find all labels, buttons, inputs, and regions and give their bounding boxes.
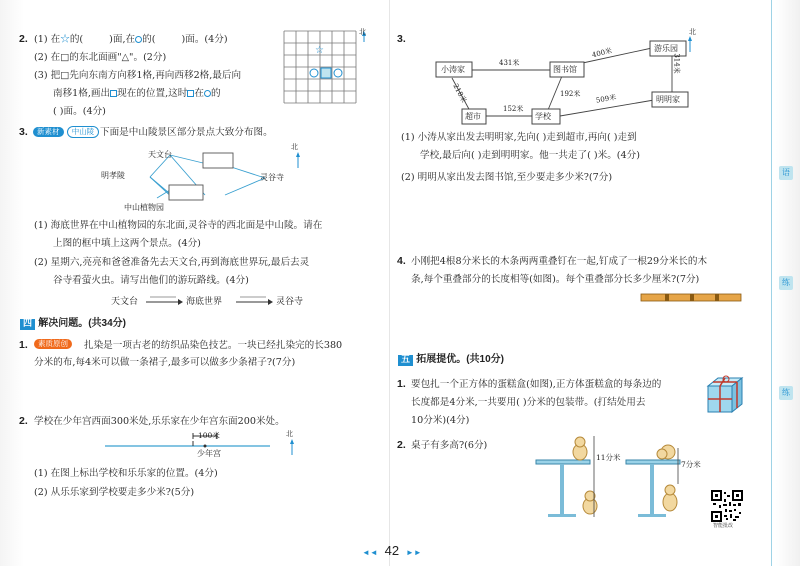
answer-box — [169, 185, 203, 200]
p1-line2: 分米的布,每4米可以做一条裙子,最多可以做多少条裙子?(7分) — [34, 357, 296, 368]
e2-number: 2. — [397, 439, 406, 451]
edge-152: 152米 — [503, 105, 524, 113]
youth-palace-label: 少年宫 — [197, 449, 221, 458]
side-tab-3[interactable]: 练 — [779, 386, 793, 400]
qr-label: 智能批改 — [713, 523, 734, 529]
p1-line1: 扎染是一项古老的纺织品染色技艺。一块已经扎染完的长380 — [84, 340, 343, 351]
q2-line2: (2) 在□的东北面画"△"。(2分) — [34, 52, 167, 63]
side-tab-2[interactable]: 练 — [779, 276, 793, 290]
q4-line2: 条,每个重叠部分的长度相等(如图)。每个重叠部分长多少厘米?(7分) — [411, 274, 700, 285]
gift-box-image — [704, 374, 748, 414]
north-label: 北 — [291, 143, 298, 151]
section-4-heading: 四 解决问题。(共34分) — [20, 319, 126, 330]
square-icon — [321, 68, 331, 78]
route-arrow-1 — [144, 292, 184, 306]
q2-line3: (3) 把□先向东南方向移1格,再向西移2格,最后向 — [34, 70, 242, 81]
p2-1: (1) 在图上标出学校和乐乐家的位置。(4分) — [34, 468, 218, 479]
north-label: 北 — [286, 430, 293, 438]
e1-line2: 长度都是4分米,一共要用( )分米的包装带。(打结处用去 — [411, 397, 646, 408]
r-q3-2: (2) 明明从家出发去图书馆,至少要走多少米?(7分) — [401, 172, 613, 183]
answer-box — [203, 153, 233, 168]
map-lingusi: 灵谷寺 — [260, 173, 284, 182]
north-label: 北 — [359, 28, 366, 36]
next-arrow-icon[interactable]: ►► — [405, 548, 422, 557]
q3-2-line1: (2) 星期六,亮亮和爸爸准备先去天文台,再到海底世界玩,最后去灵 — [34, 257, 310, 268]
p1-tag: 素质原创 — [34, 339, 72, 349]
qr-code[interactable] — [711, 490, 743, 522]
node-park: 游乐园 — [654, 44, 678, 53]
north-arrow-icon — [685, 34, 695, 52]
height-11: 11分米 — [596, 453, 621, 462]
north-arrow-icon — [287, 437, 297, 455]
r-q3-1-line2: 学校,最后向( )走到明明家。他一共走了( )米。(4分) — [420, 150, 640, 161]
e2-text: 桌子有多高?(6分) — [411, 440, 488, 451]
circle-icon — [334, 69, 342, 77]
side-rule — [771, 0, 772, 566]
q3-number: 3. — [19, 126, 28, 138]
page-number: 42 — [384, 543, 400, 558]
p2-2: (2) 从乐乐家到学校要走多少米?(5分) — [34, 487, 195, 498]
r-q3-1-line1: (1) 小涛从家出发去明明家,先向( )走到超市,再向( )走到 — [401, 132, 637, 143]
q3-1-line2: 上图的框中填上这两个景点。(4分) — [53, 238, 201, 249]
section-5-heading: 五 拓展提优。(共10分) — [398, 355, 504, 366]
route-mid: 海底世界 — [186, 297, 223, 307]
q2-number: 2. — [19, 33, 28, 45]
edge-192: 192米 — [560, 90, 581, 98]
map-zhongshan: 中山植物园 — [124, 203, 164, 212]
p1-number: 1. — [19, 339, 28, 351]
q2-line4: 南移1格,画出 现在的位置,这时 在 的 — [53, 88, 221, 99]
circle-icon — [204, 90, 211, 97]
route-start: 天文台 — [111, 297, 139, 307]
footer — [362, 544, 422, 558]
p2-number: 2. — [19, 415, 28, 427]
grid-diagram — [283, 30, 369, 106]
map-tianwentai: 天文台 — [148, 150, 172, 159]
north-label: 北 — [689, 28, 696, 36]
table-cat-image — [530, 432, 710, 524]
q2-line1: (1) 在☆的( )面,在 的( )面。(4分) — [34, 34, 228, 45]
map-mingxiaoling: 明孝陵 — [101, 171, 125, 180]
wood-strip — [640, 292, 744, 304]
edge-314: 314米 — [672, 53, 681, 74]
node-minglang: 明明家 — [656, 95, 680, 104]
route-end: 灵谷寺 — [276, 297, 304, 307]
star-icon: ☆ — [315, 45, 324, 56]
prev-arrow-icon[interactable]: ◄◄ — [362, 548, 378, 557]
node-xiaotao: 小涛家 — [441, 65, 465, 74]
r-q3-number: 3. — [397, 33, 406, 45]
e1-line3: 10分米)(4分) — [411, 415, 470, 426]
q3-1-line1: (1) 海底世界在中山植物园的东北面,灵谷寺的西北面是中山陵。请在 — [34, 220, 323, 231]
page-divider — [389, 0, 390, 566]
side-tab-1[interactable]: 语 — [779, 166, 793, 180]
q3-2-line2: 谷寺看萤火虫。请写出他们的游玩路线。(4分) — [53, 275, 249, 286]
q3-tags: 新素材 中山陵 — [33, 126, 99, 138]
route-arrow-2 — [234, 292, 274, 306]
edge-218: 218米 — [451, 82, 468, 105]
e1-number: 1. — [397, 378, 406, 390]
e1-line1: 要包扎一个正方体的蛋糕盒(如图),正方体蛋糕盒的每条边的 — [411, 379, 662, 390]
circle-icon — [310, 69, 318, 77]
q3-text: 下面是中山陵景区部分景点大致分布图。 — [100, 127, 273, 138]
edge-400: 400米 — [591, 46, 613, 60]
q4-line1: 小刚把4根8分米长的木条两两重叠钉在一起,钉成了一根29分米长的木 — [411, 256, 708, 267]
p2-text: 学校在少年宫西面300米处,乐乐家在少年宫东面200米处。 — [34, 416, 285, 427]
q4-number: 4. — [397, 255, 406, 267]
scale-label: 100米 — [198, 431, 220, 440]
q2-line5: ( )面。(4分) — [53, 106, 106, 117]
edge-509: 509米 — [595, 93, 617, 105]
north-arrow-icon — [293, 150, 303, 168]
node-supermarket: 超市 — [465, 112, 481, 121]
edge-431: 431米 — [499, 59, 520, 67]
height-7: 7分米 — [681, 460, 701, 469]
node-school: 学校 — [535, 112, 551, 121]
node-library: 图书馆 — [553, 65, 577, 74]
